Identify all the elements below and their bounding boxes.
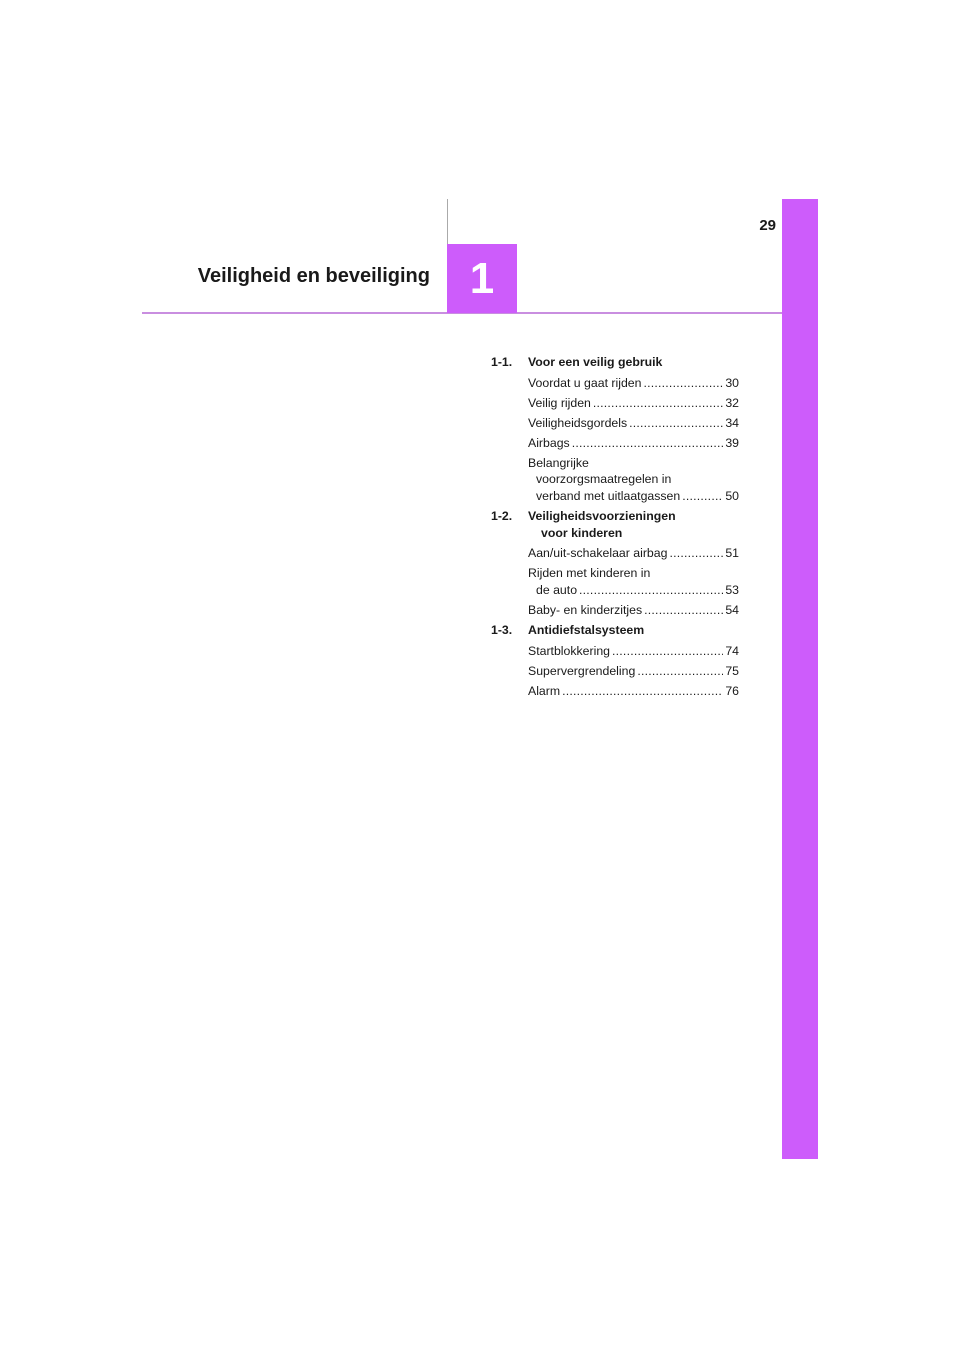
toc-entry-line: Belangrijke <box>528 455 589 470</box>
toc-entry[interactable] <box>528 602 739 619</box>
toc-entry-line: Veiligheidsgordels . . . 34 <box>528 415 739 432</box>
toc-entry[interactable] <box>528 455 739 505</box>
toc-section-number: 1-3. <box>491 623 513 637</box>
header-divider <box>447 199 448 245</box>
toc-section-title: Veiligheidsvoorzieningen voor kinderen <box>528 509 676 540</box>
page-number: 29 <box>759 217 776 234</box>
toc-entry[interactable] <box>528 545 739 562</box>
toc-entry[interactable] <box>528 565 739 598</box>
toc-section <box>491 508 739 618</box>
toc-entry-line: Veilig rijden . . . 32 <box>528 395 739 412</box>
toc-page-number: 74 <box>725 643 739 658</box>
toc-entry[interactable] <box>528 435 739 452</box>
toc-section-heading <box>491 508 739 541</box>
toc-entry-line: Voordat u gaat rijden . . . 30 <box>528 375 739 392</box>
toc-page-number: 39 <box>725 435 739 450</box>
toc-page-number: 75 <box>725 663 739 678</box>
chapter-title: Veiligheid en beveiliging <box>197 265 430 287</box>
dot-leader <box>637 663 723 680</box>
toc-section-number: 1-1. <box>491 355 513 369</box>
toc-section-title: Antidiefstalsysteem <box>528 623 645 637</box>
toc-entry[interactable] <box>528 415 739 432</box>
toc-entry-line: Alarm . . . 76 <box>528 683 739 700</box>
dot-leader <box>562 683 723 700</box>
toc-entry-line: verband met uitlaatgassen . . . 50 <box>528 488 739 505</box>
toc-entry-line: Baby- en kinderzitjes . . . 54 <box>528 602 739 619</box>
toc-page-number: 53 <box>725 582 739 597</box>
toc-section <box>491 622 739 699</box>
toc-entry[interactable] <box>528 663 739 680</box>
toc-section <box>491 354 739 504</box>
dot-leader <box>669 545 723 562</box>
toc-entry-line: Airbags . . . 39 <box>528 435 739 452</box>
toc-page-number: 51 <box>725 546 739 560</box>
toc-page-number: 34 <box>725 415 739 430</box>
chapter-side-tab <box>782 199 818 1159</box>
table-of-contents <box>491 354 739 703</box>
toc-entry[interactable] <box>528 683 739 700</box>
dot-leader <box>612 643 723 660</box>
toc-page-number: 50 <box>725 488 739 503</box>
toc-page-number: 54 <box>725 602 739 617</box>
toc-entry-line: voorzorgsmaatregelen in <box>536 472 672 486</box>
toc-section-number: 1-2. <box>491 509 513 523</box>
toc-entry[interactable] <box>528 395 739 412</box>
chapter-number-box: 1 <box>447 244 517 313</box>
toc-entry[interactable] <box>528 375 739 392</box>
toc-section-title: Voor een veilig gebruik <box>528 355 663 369</box>
dot-leader <box>579 582 723 599</box>
toc-entry-line: de auto . . . 53 <box>528 582 739 599</box>
dot-leader <box>644 375 724 392</box>
toc-section-heading <box>491 354 739 371</box>
toc-entry-line: Startblokkering . . . 74 <box>528 643 739 660</box>
toc-entry-line: Supervergrendeling . . . 75 <box>528 663 739 680</box>
toc-entry-line: Rijden met kinderen in <box>528 566 651 580</box>
toc-entry[interactable] <box>528 643 739 660</box>
toc-section-heading <box>491 622 739 639</box>
dot-leader <box>593 395 723 412</box>
toc-page-number: 76 <box>725 683 739 698</box>
toc-entry-line: Aan/uit-schakelaar airbag . . . 51 <box>528 545 739 562</box>
toc-page-number: 30 <box>725 375 739 390</box>
dot-leader <box>629 415 723 432</box>
dot-leader <box>644 602 723 619</box>
dot-leader <box>682 488 723 505</box>
toc-page-number: 32 <box>725 395 739 410</box>
dot-leader <box>572 435 724 452</box>
